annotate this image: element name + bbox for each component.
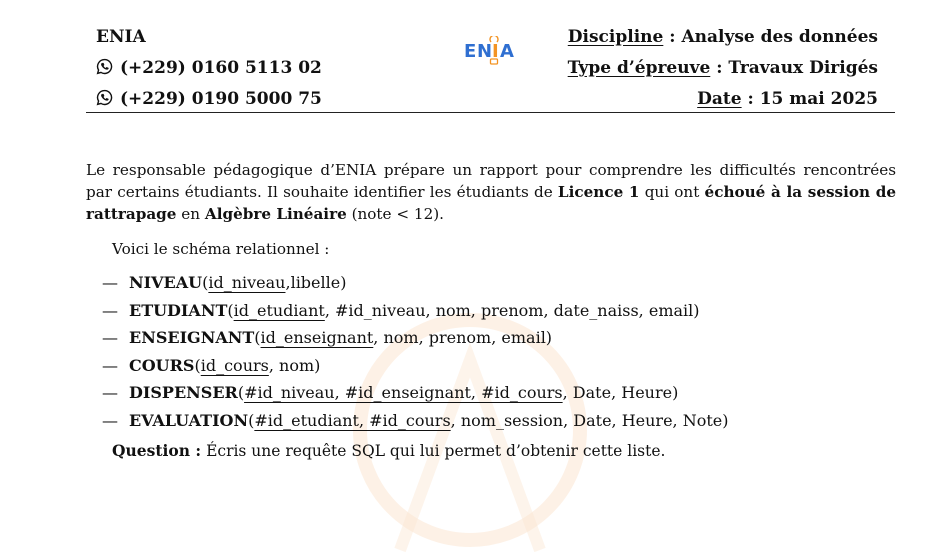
dash: — [102,355,118,375]
date-line [697,89,878,109]
paren: ( [237,383,245,402]
dash: — [102,383,118,402]
phone-line-2 [96,89,322,109]
exam-type-label: Type d’épreuve [567,58,711,78]
table-name: ETUDIANT [129,300,228,320]
paren: ( [248,410,255,430]
primary-key: #id_niveau, #id_enseignant, #id_cours [244,383,563,402]
dash: — [102,410,118,430]
list-item [102,379,729,407]
exam-type-value: : Travaux Dirigés [716,58,878,78]
intro-text-4: (note < 12). [346,205,444,223]
paren: ( [194,355,201,375]
question [112,441,665,460]
intro-paragraph [86,159,896,225]
exam-type-line [568,58,878,78]
table-attributes: , nom, prenom, email) [373,328,553,347]
primary-key: id_niveau [208,273,286,292]
list-item [102,324,729,352]
schema-intro: Voici le schéma relationnel : [112,240,330,258]
intro-text-3: en [176,205,205,223]
relational-schema-list [102,269,729,434]
list-item [102,407,729,435]
list-item [102,297,729,325]
header-divider [86,112,895,113]
whatsapp-icon [96,58,113,75]
table-attributes: , Date, Heure) [562,383,679,402]
list-item [102,269,729,297]
logo-letter-n: N [477,41,493,62]
paren: ( [254,328,261,347]
discipline-line [568,27,878,47]
enia-logo [462,36,522,70]
document-header [0,0,943,116]
primary-key: #id_etudiant, #id_cours [254,410,451,430]
intro-text-2: qui ont [639,183,705,201]
table-name: NIVEAU [129,273,203,292]
phone-number-2: (+229) 0190 5000 75 [120,89,322,109]
dash: — [102,328,118,347]
logo-letter-e: E [464,41,477,62]
primary-key: id_enseignant [260,328,374,347]
list-item [102,352,729,380]
phone-line-1 [96,58,322,78]
table-attributes: , nom_session, Date, Heure, Note) [450,410,729,430]
table-name: ENSEIGNANT [129,328,255,347]
primary-key: id_etudiant [233,300,325,320]
org-name: ENIA [96,27,146,47]
discipline-value: : Analyse des données [669,27,878,47]
table-name: DISPENSER [129,383,238,402]
table-attributes: ,libelle) [285,273,347,292]
table-name: EVALUATION [129,410,249,430]
question-label: Question : [112,441,202,460]
table-attributes: , #id_niveau, nom, prenom, date_naiss, email) [324,300,700,320]
discipline-label: Discipline [567,27,664,47]
intro-bold-level: Licence 1 [557,183,640,201]
date-value: : 15 mai 2025 [747,89,878,109]
dash: — [102,300,118,320]
table-attributes: , nom) [268,355,321,375]
intro-bold-session: échoué à la session de rattrapage [86,183,897,223]
logo-letter-a: A [500,41,515,62]
paren: ( [202,273,209,292]
phone-number-1: (+229) 0160 5113 02 [120,58,322,78]
question-text: Écris une requête SQL qui lui permet d’obtenir cette liste. [201,442,666,460]
date-label: Date [697,89,742,109]
logo-letter-i: I [492,41,500,62]
dash: — [102,273,118,292]
whatsapp-icon [96,89,113,106]
intro-bold-subject: Algèbre Linéaire [204,205,347,223]
intro-text-1: Le responsable pédagogique d’ENIA prépare un rapport pour comprendre les difficultés rencontrées par certains étudiants. Il souhaite identifier les étudiants de [86,161,896,201]
primary-key: id_cours [200,355,269,375]
table-name: COURS [129,355,195,375]
paren: ( [227,300,234,320]
